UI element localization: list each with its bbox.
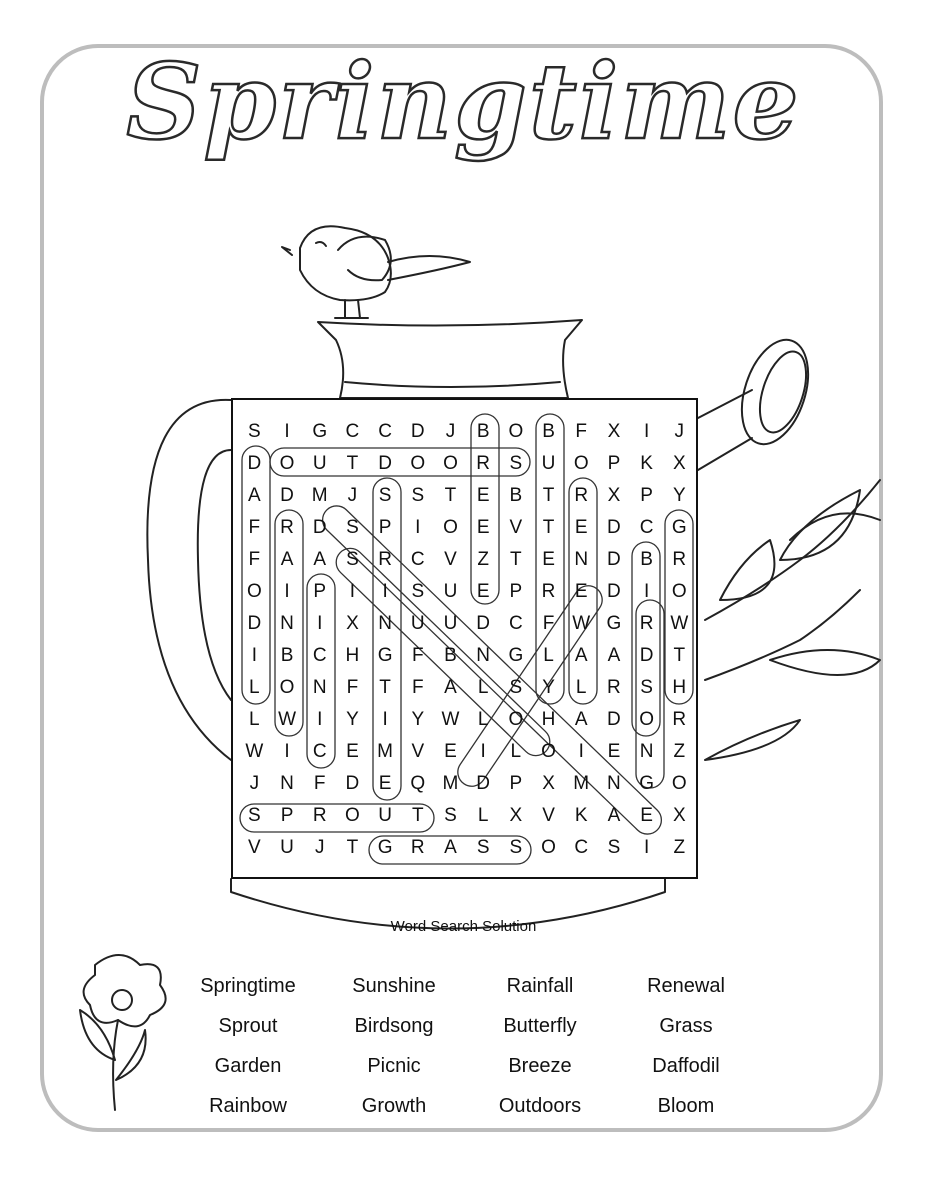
grid-row: [238, 544, 696, 576]
grid-cell[interactable]: M: [573, 773, 590, 794]
grid-cell[interactable]: O: [639, 709, 654, 730]
grid-cell[interactable]: F: [542, 613, 555, 634]
grid-cell[interactable]: Q: [410, 773, 426, 794]
word-list-item: Renewal: [647, 975, 725, 997]
grid-cell[interactable]: L: [477, 677, 489, 698]
grid-cell[interactable]: A: [280, 549, 294, 570]
grid-cell[interactable]: U: [541, 453, 556, 474]
grid-cell[interactable]: S: [248, 805, 261, 826]
grid-cell[interactable]: K: [640, 453, 653, 474]
grid-cell[interactable]: E: [640, 805, 653, 826]
grid-cell[interactable]: G: [671, 517, 687, 538]
grid-cell[interactable]: O: [410, 453, 426, 474]
grid-cell[interactable]: I: [643, 421, 650, 442]
grid-cell[interactable]: I: [578, 741, 584, 762]
grid-cell[interactable]: Y: [411, 709, 425, 730]
grid-cell[interactable]: R: [476, 453, 491, 474]
grid-cell[interactable]: D: [607, 549, 621, 570]
grid-cell[interactable]: N: [378, 613, 392, 634]
grid-cell[interactable]: X: [607, 485, 621, 506]
grid-cell[interactable]: R: [378, 549, 392, 570]
grid-cell[interactable]: D: [410, 421, 425, 442]
grid-cell[interactable]: L: [249, 677, 260, 698]
grid-cell[interactable]: G: [377, 837, 393, 858]
grid-cell[interactable]: W: [441, 709, 460, 730]
grid-cell[interactable]: R: [280, 517, 294, 538]
grid-cell[interactable]: C: [378, 421, 392, 442]
grid-cell[interactable]: V: [509, 517, 523, 538]
grid-cell[interactable]: J: [314, 837, 325, 858]
grid-cell[interactable]: I: [284, 581, 290, 602]
grid-cell[interactable]: M: [442, 773, 459, 794]
grid-cell[interactable]: R: [574, 485, 589, 506]
word-list-item: Picnic: [367, 1055, 421, 1077]
word-list-item: Springtime: [200, 975, 296, 997]
grid-cell[interactable]: O: [573, 453, 589, 474]
grid-row: [238, 832, 696, 864]
grid-cell[interactable]: U: [410, 613, 425, 634]
grid-cell[interactable]: I: [284, 741, 290, 762]
grid-cell[interactable]: T: [346, 837, 359, 858]
grid-cell[interactable]: U: [312, 453, 327, 474]
grid-cell[interactable]: Z: [673, 741, 686, 762]
grid-cell[interactable]: R: [410, 837, 425, 858]
grid-cell[interactable]: E: [346, 741, 359, 762]
grid-cell[interactable]: A: [248, 485, 261, 506]
grid-cell[interactable]: J: [674, 421, 685, 442]
grid-cell[interactable]: W: [245, 741, 264, 762]
grid-cell[interactable]: E: [476, 581, 490, 602]
grid-cell[interactable]: T: [542, 485, 555, 506]
grid-cell[interactable]: O: [443, 517, 458, 538]
grid-cell[interactable]: Y: [542, 677, 555, 698]
grid-cell[interactable]: S: [509, 453, 523, 474]
grid-cell[interactable]: N: [574, 549, 589, 570]
grid-cell[interactable]: I: [251, 645, 257, 666]
grid-cell[interactable]: A: [444, 837, 457, 858]
grid-cell[interactable]: G: [312, 421, 328, 442]
grid-cell[interactable]: P: [509, 581, 523, 602]
grid-cell[interactable]: T: [510, 549, 522, 570]
grid-cell[interactable]: E: [607, 741, 621, 762]
grid-cell[interactable]: I: [415, 517, 421, 538]
grid-cell[interactable]: H: [672, 677, 687, 698]
grid-cell[interactable]: X: [672, 453, 686, 474]
grid-cell[interactable]: V: [444, 549, 457, 570]
grid-cell[interactable]: C: [508, 613, 523, 634]
grid-cell[interactable]: K: [574, 805, 588, 826]
grid-cell[interactable]: X: [346, 613, 359, 634]
grid-cell[interactable]: S: [509, 837, 523, 858]
grid-cell[interactable]: V: [248, 837, 261, 858]
grid-cell[interactable]: D: [345, 773, 360, 794]
grid-cell[interactable]: Y: [672, 485, 686, 506]
grid-cell[interactable]: M: [377, 741, 393, 762]
grid-row: [238, 448, 696, 480]
word-list-item: Breeze: [508, 1055, 572, 1077]
grid-cell[interactable]: A: [607, 805, 621, 826]
grid-cell[interactable]: E: [542, 549, 555, 570]
grid-cell[interactable]: C: [312, 645, 327, 666]
grid-cell[interactable]: S: [411, 581, 425, 602]
grid-cell[interactable]: A: [574, 709, 588, 730]
grid-cell[interactable]: T: [379, 677, 391, 698]
word-search-grid: [238, 416, 696, 864]
grid-cell[interactable]: R: [672, 709, 687, 730]
grid-cell[interactable]: O: [443, 453, 458, 474]
grid-cell[interactable]: T: [411, 805, 424, 826]
grid-cell[interactable]: D: [280, 485, 294, 506]
grid-cell[interactable]: L: [477, 709, 489, 730]
grid-row: [238, 672, 696, 704]
grid-row: [238, 480, 696, 512]
grid-cell[interactable]: H: [345, 645, 360, 666]
grid-cell[interactable]: I: [382, 581, 388, 602]
grid-cell[interactable]: F: [411, 677, 424, 698]
grid-cell[interactable]: O: [508, 421, 524, 442]
grid-row: [238, 512, 696, 544]
grid-cell[interactable]: H: [541, 709, 556, 730]
grid-cell[interactable]: D: [378, 453, 392, 474]
grid-cell[interactable]: D: [247, 613, 262, 634]
word-list-item: Rainbow: [209, 1095, 287, 1117]
grid-cell[interactable]: P: [378, 517, 392, 538]
grid-cell[interactable]: E: [574, 517, 588, 538]
grid-cell[interactable]: B: [280, 645, 294, 666]
grid-cell[interactable]: W: [278, 709, 296, 730]
grid-cell[interactable]: U: [280, 837, 294, 858]
grid-cell[interactable]: I: [382, 709, 388, 730]
grid-cell[interactable]: E: [476, 485, 490, 506]
grid-cell[interactable]: P: [280, 805, 294, 826]
grid-cell[interactable]: I: [349, 581, 356, 602]
grid-row: [238, 416, 696, 448]
grid-cell[interactable]: I: [317, 613, 323, 634]
page-title: Springtime: [126, 40, 801, 163]
grid-cell[interactable]: J: [445, 421, 456, 442]
word-list: [175, 966, 775, 1126]
grid-cell[interactable]: G: [508, 645, 524, 666]
word-list-item: Sprout: [218, 1015, 278, 1037]
grid-row: [238, 704, 696, 736]
grid-cell[interactable]: D: [607, 709, 621, 730]
grid-cell[interactable]: E: [574, 581, 588, 602]
word-list-item: Butterfly: [503, 1015, 577, 1037]
grid-cell[interactable]: O: [541, 741, 556, 762]
grid-cell[interactable]: E: [476, 517, 490, 538]
grid-cell[interactable]: I: [284, 421, 290, 442]
grid-cell[interactable]: S: [346, 517, 359, 538]
grid-cell[interactable]: I: [480, 741, 486, 762]
grid-cell[interactable]: R: [672, 549, 687, 570]
grid-cell[interactable]: L: [249, 709, 260, 730]
grid-cell[interactable]: V: [542, 805, 555, 826]
grid-cell[interactable]: S: [346, 549, 359, 570]
grid-cell[interactable]: S: [607, 837, 621, 858]
grid-cell[interactable]: W: [670, 613, 689, 634]
grid-cell[interactable]: D: [247, 453, 262, 474]
grid-cell[interactable]: O: [345, 805, 360, 826]
grid-cell[interactable]: L: [477, 805, 489, 826]
grid-cell[interactable]: L: [575, 677, 587, 698]
grid-cell[interactable]: I: [643, 581, 650, 602]
grid-row: [238, 608, 696, 640]
grid-cell[interactable]: O: [246, 581, 262, 602]
grid-cell[interactable]: X: [542, 773, 555, 794]
grid-cell[interactable]: P: [640, 485, 653, 506]
grid-cell[interactable]: N: [476, 645, 491, 666]
grid-cell[interactable]: O: [541, 837, 556, 858]
word-list-item: Garden: [214, 1055, 282, 1077]
grid-cell[interactable]: D: [607, 581, 621, 602]
grid-cell[interactable]: L: [510, 741, 522, 762]
grid-cell[interactable]: U: [443, 613, 458, 634]
grid-cell[interactable]: N: [312, 677, 327, 698]
grid-cell[interactable]: O: [279, 677, 295, 698]
grid-cell[interactable]: F: [248, 549, 261, 570]
grid-cell[interactable]: R: [312, 805, 327, 826]
grid-cell[interactable]: F: [411, 645, 424, 666]
grid-cell[interactable]: F: [248, 517, 261, 538]
grid-cell[interactable]: F: [346, 677, 359, 698]
grid-cell[interactable]: A: [444, 677, 457, 698]
grid-cell[interactable]: N: [280, 773, 294, 794]
grid-cell[interactable]: S: [444, 805, 457, 826]
word-list-item: Growth: [361, 1095, 427, 1117]
grid-cell[interactable]: N: [639, 741, 654, 762]
word-list-item: Sunshine: [352, 975, 436, 997]
grid-cell[interactable]: C: [574, 837, 589, 858]
grid-cell[interactable]: D: [476, 773, 491, 794]
grid-cell[interactable]: C: [312, 741, 327, 762]
grid-cell[interactable]: P: [509, 773, 523, 794]
grid-cell[interactable]: E: [378, 773, 392, 794]
grid-cell[interactable]: G: [606, 613, 622, 634]
grid-cell[interactable]: P: [607, 453, 621, 474]
grid-cell[interactable]: F: [313, 773, 326, 794]
grid-cell[interactable]: X: [509, 805, 523, 826]
grid-cell[interactable]: D: [312, 517, 327, 538]
grid-cell[interactable]: P: [313, 581, 327, 602]
grid-cell[interactable]: R: [607, 677, 621, 698]
grid-cell[interactable]: A: [607, 645, 621, 666]
word-list-item: Birdsong: [354, 1015, 434, 1037]
grid-cell[interactable]: T: [346, 453, 359, 474]
grid-cell[interactable]: S: [248, 421, 261, 442]
grid-cell[interactable]: Z: [673, 837, 686, 858]
grid-cell[interactable]: N: [280, 613, 294, 634]
grid-cell[interactable]: L: [543, 645, 554, 666]
grid-cell[interactable]: D: [607, 517, 621, 538]
grid-cell[interactable]: D: [639, 645, 654, 666]
word-list-item: Daffodil: [652, 1055, 720, 1077]
grid-cell[interactable]: G: [639, 773, 654, 794]
grid-row: [238, 640, 696, 672]
grid-cell[interactable]: G: [377, 645, 393, 666]
grid-cell[interactable]: E: [444, 741, 457, 762]
grid-cell[interactable]: C: [639, 517, 654, 538]
grid-cell[interactable]: N: [607, 773, 621, 794]
grid-cell[interactable]: B: [640, 549, 653, 570]
grid-row: [238, 800, 696, 832]
grid-cell[interactable]: J: [249, 773, 260, 794]
grid-cell[interactable]: O: [671, 773, 687, 794]
grid-cell[interactable]: S: [378, 485, 392, 506]
word-list-item: Grass: [659, 1015, 713, 1037]
grid-cell[interactable]: I: [317, 709, 323, 730]
grid-row: [238, 768, 696, 800]
grid-cell[interactable]: A: [313, 549, 327, 570]
grid-cell[interactable]: B: [444, 645, 457, 666]
grid-cell[interactable]: Z: [477, 549, 489, 570]
grid-cell[interactable]: S: [411, 485, 425, 506]
grid-cell[interactable]: R: [639, 613, 654, 634]
grid-row: [238, 576, 696, 608]
grid-cell[interactable]: C: [345, 421, 360, 442]
grid-cell[interactable]: X: [672, 805, 686, 826]
grid-cell[interactable]: I: [643, 837, 650, 858]
word-list-item: Outdoors: [498, 1095, 582, 1117]
grid-cell[interactable]: T: [444, 485, 457, 506]
grid-cell[interactable]: F: [575, 421, 588, 442]
grid-cell[interactable]: B: [542, 421, 555, 442]
grid-cell[interactable]: U: [378, 805, 392, 826]
grid-cell[interactable]: M: [311, 485, 328, 506]
grid-cell[interactable]: W: [572, 613, 591, 634]
grid-cell[interactable]: O: [279, 453, 295, 474]
grid-cell[interactable]: C: [410, 549, 425, 570]
grid-cell[interactable]: T: [673, 645, 686, 666]
grid-cell[interactable]: B: [476, 421, 490, 442]
grid-cell[interactable]: Y: [346, 709, 359, 730]
grid-cell[interactable]: X: [607, 421, 621, 442]
word-list-item: Rainfall: [506, 975, 574, 997]
grid-cell[interactable]: V: [411, 741, 425, 762]
grid-cell[interactable]: S: [509, 677, 523, 698]
grid-cell[interactable]: O: [508, 709, 524, 730]
grid-cell[interactable]: J: [347, 485, 358, 506]
grid-cell[interactable]: S: [476, 837, 490, 858]
grid-cell[interactable]: S: [640, 677, 653, 698]
grid-cell[interactable]: A: [574, 645, 588, 666]
grid-cell[interactable]: U: [443, 581, 458, 602]
grid-cell[interactable]: O: [671, 581, 687, 602]
grid-cell[interactable]: T: [542, 517, 555, 538]
grid-cell[interactable]: B: [509, 485, 523, 506]
word-list-item: Bloom: [657, 1095, 715, 1117]
grid-row: [238, 736, 696, 768]
solution-caption: Word Search Solution: [390, 918, 537, 935]
grid-cell[interactable]: D: [476, 613, 491, 634]
grid-cell[interactable]: R: [541, 581, 556, 602]
